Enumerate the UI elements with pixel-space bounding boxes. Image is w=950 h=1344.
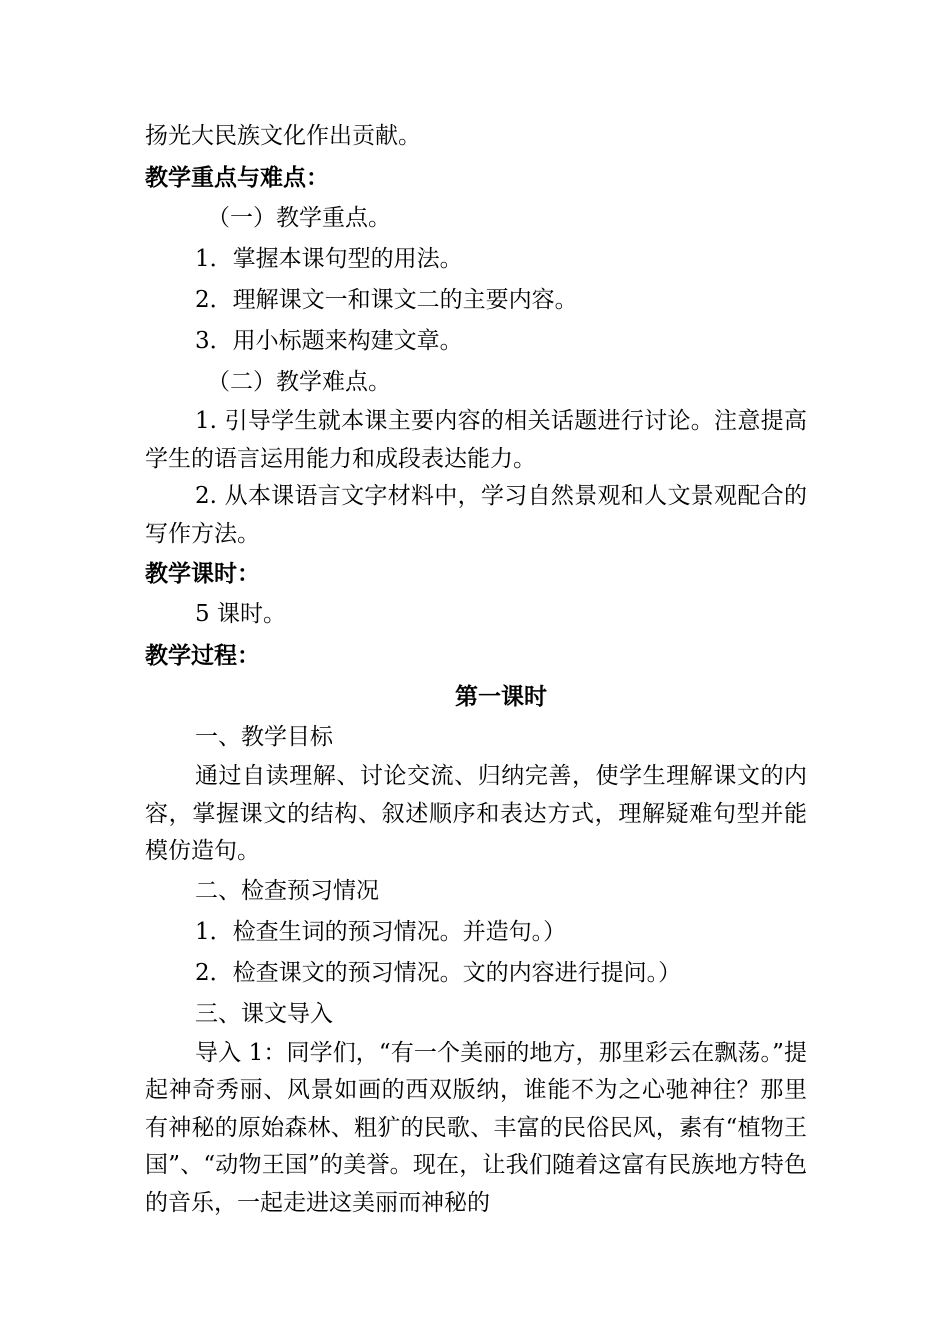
- list-item-paragraph: 2. 从本课语言文字材料中，学习自然景观和人文景观配合的写作方法。: [145, 483, 807, 547]
- step-title: 三、课文导入: [195, 1000, 333, 1027]
- lesson-title: 第一课时: [455, 683, 547, 710]
- list-item: 1．掌握本课句型的用法。: [195, 246, 463, 272]
- list-item: 1．检查生词的预习情况。并造句。）: [195, 918, 567, 945]
- hours-text: 5 课时。: [195, 601, 286, 627]
- list-item-paragraph: 1. 引导学生就本课主要内容的相关话题进行讨论。注意提高学生的语言运用能力和成段表达能力。: [145, 408, 807, 472]
- section-heading-process: 教学过程：: [145, 642, 260, 669]
- list-item: 3．用小标题来构建文章。: [195, 328, 463, 354]
- subheading-key-points: （一）教学重点。: [207, 205, 391, 231]
- text-line: 扬光大民族文化作出贡献。: [145, 123, 421, 149]
- step-paragraph: 通过自读理解、讨论交流、归纳完善，使学生理解课文的内容，掌握课文的结构、叙述顺序和表达方式，理解疑难句型并能模仿造句。: [145, 763, 807, 864]
- step-paragraph: 导入 1：同学们，“有一个美丽的地方，那里彩云在飘荡。”提起神奇秀丽、风景如画的西双版纳，谁能不为之心驰神往？那里有神秘的原始森林、粗犷的民歌、丰富的民俗民风，素有“植物王国”、“动物王国”的美誉。现在，让我们随着这富有民族地方特色的音乐，一起走进这美丽而神秘的: [145, 1039, 807, 1216]
- step-title: 二、检查预习情况: [195, 877, 379, 904]
- step-title: 一、教学目标: [195, 724, 333, 750]
- section-heading-hours: 教学课时：: [145, 560, 260, 587]
- list-item: 2．检查课文的预习情况。文的内容进行提问。）: [195, 959, 682, 986]
- document-body: [145, 116, 807, 1222]
- section-heading-key-points: 教学重点与难点：: [145, 164, 329, 191]
- subheading-difficulties: （二）教学难点。: [207, 369, 391, 395]
- list-item: 2．理解课文一和课文二的主要内容。: [195, 287, 578, 313]
